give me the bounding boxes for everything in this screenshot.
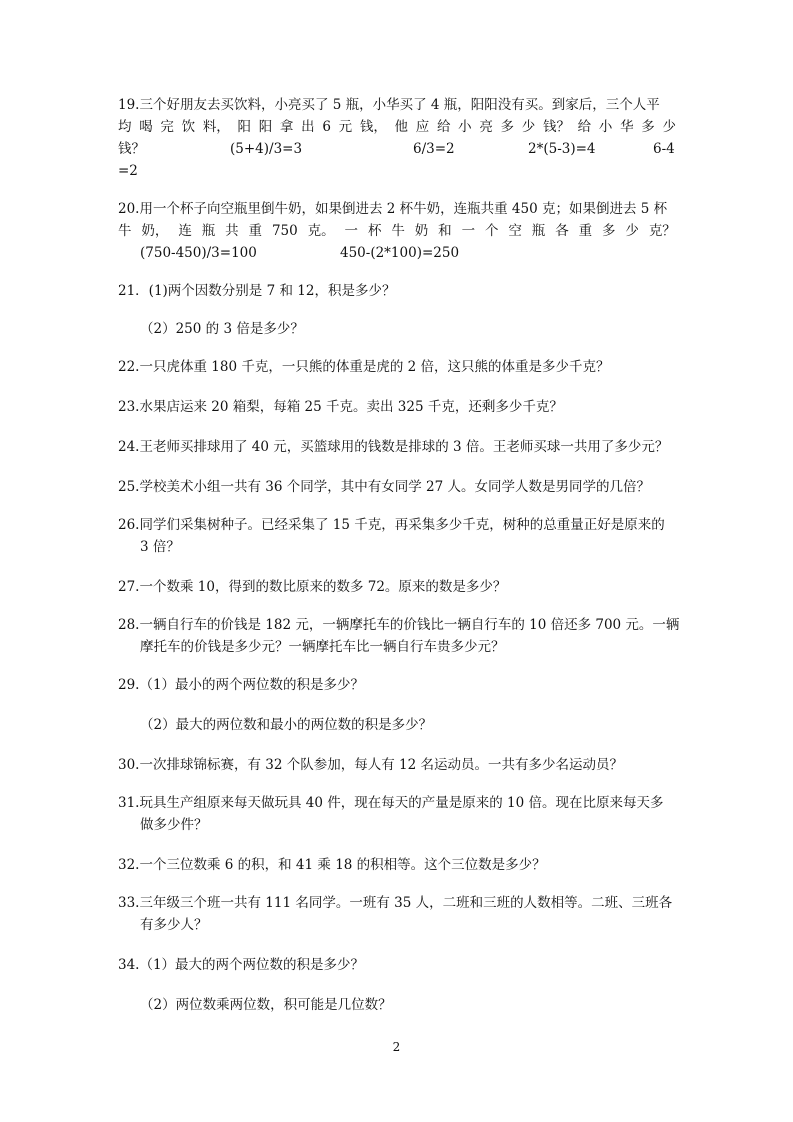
question-27: 27.一个数乘 10，得到的数比原来的数多 72。原来的数是多少？ [118, 579, 507, 595]
justified-word: 一 [461, 223, 476, 239]
justified-word: 多 [641, 119, 655, 135]
question-26-line-1: 26.同学们采集树种子。已经采集了 15 千克，再采集多少千克，树种的总重量正好是原来的 [118, 517, 665, 533]
question-19-equation-1: (5+4)/3=3 [230, 141, 303, 157]
question-19-line-2 [118, 116, 676, 138]
question-24: 24.王老师买排球用了 40 元，买篮球用的钱数是排球的 3 倍。王老师买球一共用了多少元？ [118, 439, 669, 455]
justified-word: 重 [248, 223, 263, 239]
justified-word: 连 [178, 223, 192, 239]
justified-word: 少 [521, 119, 536, 135]
justified-word: 空 [508, 223, 522, 239]
justified-word: 6 [322, 119, 331, 135]
question-19-equation-2: 6/3=2 [413, 141, 455, 157]
justified-word: 小 [598, 119, 613, 135]
justified-word: 少 [625, 223, 639, 239]
page-number: 2 [392, 1040, 401, 1054]
justified-word: 应 [415, 119, 430, 135]
justified-word: 少 [662, 119, 676, 135]
justified-word: 多 [500, 119, 515, 135]
justified-word: 一 [344, 223, 359, 239]
question-19-line-1: 19.三个好朋友去买饮料，小亮买了 5 瓶，小华买了 4 瓶，阳阳没有买。到家后，三个人平 [118, 97, 660, 113]
justified-word: 小 [458, 119, 472, 135]
question-33-line-2: 有多少人？ [140, 917, 208, 933]
justified-word: 和 [438, 223, 452, 239]
justified-word: 750 [271, 223, 298, 239]
justified-word: 元 [338, 119, 353, 135]
justified-word: 克。 [307, 223, 335, 239]
question-21-part-1: 21．(1)两个因数分别是 7 和 12，积是多少？ [118, 283, 396, 299]
question-19-equation-3: 2*(5-3)=4 [528, 141, 596, 157]
question-26-line-2: 3 倍？ [140, 539, 180, 555]
justified-word: 饮 [181, 119, 196, 135]
justified-word: 牛 [118, 223, 132, 239]
justified-word: 他 [394, 119, 409, 135]
justified-word: 共 [225, 223, 239, 239]
question-28-line-1: 28.一辆自行车的价钱是 182 元，一辆摩托车的价钱比一辆自行车的 10 倍还多 700 元。一辆 [118, 617, 680, 633]
justified-word: 阳 [258, 119, 273, 135]
justified-word: 料， [202, 119, 230, 135]
justified-word: 钱？ [542, 119, 570, 135]
justified-word: 瓶 [531, 223, 546, 239]
question-29-part-1: 29.（1）最小的两个两位数的积是多少？ [118, 677, 365, 693]
question-31-line-2: 做多少件？ [140, 817, 208, 833]
question-20-equation-1: (750-450)/3=100 [140, 245, 257, 261]
question-34-part-2: （2）两位数乘两位数，积可能是几位数？ [140, 997, 392, 1013]
question-25: 25.学校美术小组一共有 36 个同学，其中有女同学 27 人。女同学人数是男同学的几倍？ [118, 479, 650, 495]
justified-word: 华 [620, 119, 634, 135]
justified-word: 克？ [648, 223, 676, 239]
question-22: 22.一只虎体重 180 千克，一只熊的体重是虎的 2 倍，这只熊的体重是多少千克？ [118, 359, 610, 375]
question-20-line-2 [118, 220, 676, 242]
question-28-line-2: 摩托车的价钱是多少元？一辆摩托车比一辆自行车贵多少元？ [140, 639, 505, 655]
question-30: 30.一次排球锦标赛，有 32 个队参加，每人有 12 名运动员。一共有多少名运动员？ [118, 757, 623, 773]
justified-word: 奶 [414, 223, 429, 239]
question-20-line-1: 20.用一个杯子向空瓶里倒牛奶，如果倒进去 2 杯牛奶，连瓶共重 450 克；如果倒进去 5 杯 [118, 201, 668, 217]
justified-word: 给 [436, 119, 451, 135]
justified-word: 多 [602, 223, 616, 239]
justified-word: 均 [118, 119, 132, 135]
question-33-line-1: 33.三年级三个班一共有 111 名同学。一班有 35 人，二班和三班的人数相等。二班、三班各 [118, 895, 673, 911]
question-34-part-1: 34.（1）最大的两个两位数的积是多少？ [118, 957, 365, 973]
justified-word: 给 [577, 119, 592, 135]
justified-word: 出 [301, 119, 315, 135]
question-20-equation-2: 450-(2*100)=250 [340, 245, 460, 261]
justified-word: 亮 [479, 119, 493, 135]
justified-word: 瓶 [201, 223, 216, 239]
justified-word: 喝 [139, 119, 153, 135]
question-21-part-2: （2）250 的 3 倍是多少？ [140, 321, 304, 337]
justified-word: 完 [160, 119, 174, 135]
question-31-line-1: 31.玩具生产组原来每天做玩具 40 件，现在每天的产量是原来的 10 倍。现在比原来每天多 [118, 795, 664, 811]
question-19-line-4: =2 [118, 163, 138, 179]
justified-word: 拿 [279, 119, 294, 135]
justified-word: 杯 [367, 223, 382, 239]
question-29-part-2: （2）最大的两位数和最小的两位数的积是多少？ [140, 717, 433, 733]
question-32: 32.一个三位数乘 6 的积，和 41 乘 18 的积相等。这个三位数是多少？ [118, 857, 546, 873]
question-19-equation-4: 6-4 [653, 141, 675, 157]
justified-word: 钱， [359, 119, 387, 135]
justified-word: 各 [555, 223, 569, 239]
justified-word: 奶， [141, 223, 169, 239]
justified-word: 个 [484, 223, 499, 239]
justified-word: 重 [578, 223, 593, 239]
question-23: 23.水果店运来 20 箱梨，每箱 25 千克。卖出 325 千克，还剩多少千克？ [118, 399, 563, 415]
justified-word: 阳 [237, 119, 252, 135]
justified-word: 牛 [391, 223, 405, 239]
question-19-line-3: 钱？ [118, 141, 145, 157]
